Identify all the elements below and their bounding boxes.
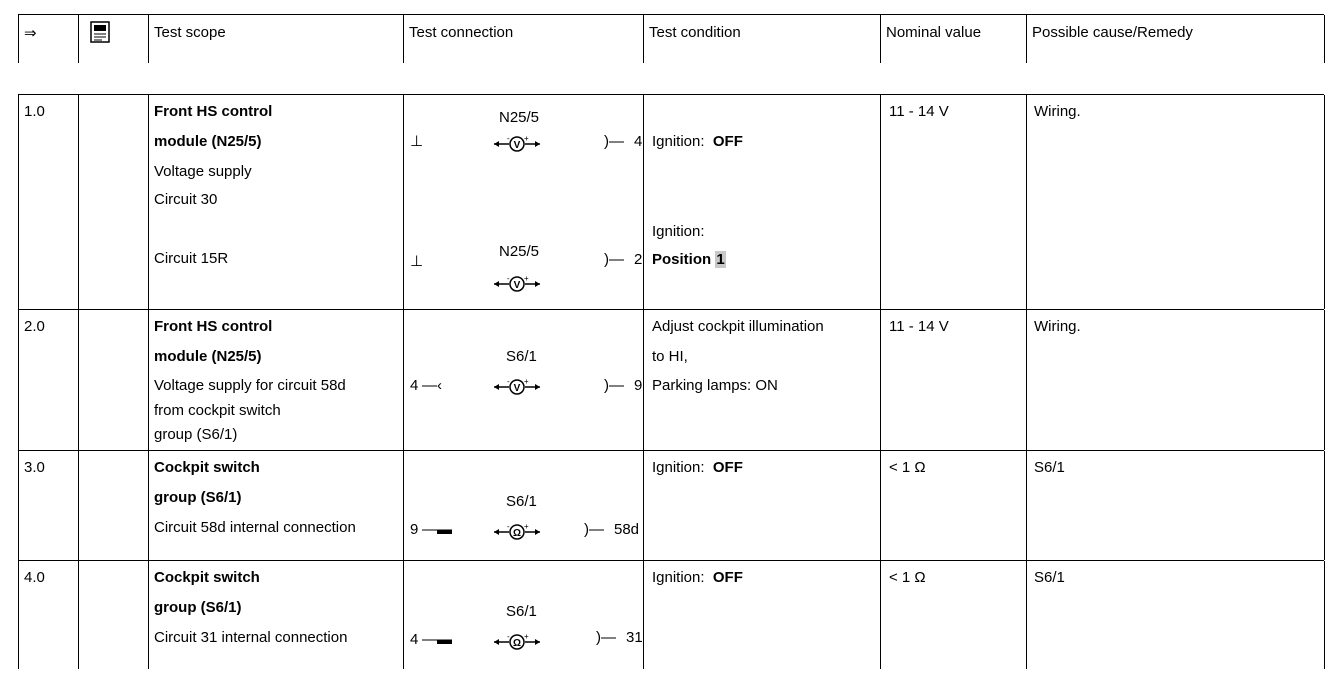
svg-text:-: - xyxy=(507,633,510,641)
component-label: N25/5 xyxy=(499,243,540,260)
component-label: S6/1 xyxy=(506,493,537,510)
table-row xyxy=(18,451,1324,561)
pin-number: 4 xyxy=(410,631,419,648)
svg-text:+: + xyxy=(524,378,529,386)
nominal-value-cell: < 1 Ω xyxy=(880,451,1027,560)
nominal-value-cell: 11 - 14 V xyxy=(880,310,1027,450)
header-nominal-value: Nominal value xyxy=(880,15,1027,63)
component-label: S6/1 xyxy=(506,603,537,620)
component-label: S6/1 xyxy=(506,348,537,365)
header-test-scope: Test scope xyxy=(148,15,404,63)
table-row xyxy=(18,561,1324,669)
step-number: 2.0 xyxy=(24,318,45,335)
test-condition-cell: Adjust cockpit illumination to HI, Parking lamps: ON xyxy=(643,310,881,450)
svg-text:-: - xyxy=(507,135,510,143)
connector-symbol: —▬ xyxy=(422,631,452,648)
remedy-cell: S6/1 xyxy=(1026,451,1325,560)
svg-text:-: - xyxy=(507,523,510,531)
step-number: 4.0 xyxy=(24,569,45,586)
svg-text:V: V xyxy=(513,140,521,151)
test-scope-cell: Front HS control module (N25/5) Voltage supply Circuit 30 Circuit 15R xyxy=(148,95,404,309)
svg-text:+: + xyxy=(524,633,529,641)
test-table xyxy=(18,94,1324,669)
table-row xyxy=(18,310,1324,451)
connector-symbol: )— xyxy=(604,133,624,150)
arrow-icon: ⇒ xyxy=(24,25,37,42)
svg-text:+: + xyxy=(524,135,529,143)
header-arrow-cell xyxy=(18,15,79,63)
test-scope-cell: Cockpit switch group (S6/1) Circuit 31 internal connection xyxy=(148,561,404,669)
voltmeter-icon xyxy=(494,275,540,293)
test-condition-cell: Ignition: OFF xyxy=(643,561,881,669)
svg-text:V: V xyxy=(513,383,521,394)
step-number: 3.0 xyxy=(24,459,45,476)
header-book-cell xyxy=(78,15,149,63)
nominal-value-cell: 11 - 14 V xyxy=(880,95,1027,309)
remedy-cell: Wiring. xyxy=(1026,95,1325,309)
connector-symbol: —▬ xyxy=(422,521,452,538)
connector-symbol: )— xyxy=(584,521,604,538)
component-label: N25/5 xyxy=(499,109,540,126)
ohmmeter-icon xyxy=(494,523,540,541)
pin-number: 58d xyxy=(614,521,640,538)
remedy-cell: S6/1 xyxy=(1026,561,1325,669)
svg-text:-: - xyxy=(507,378,510,386)
table-row xyxy=(18,95,1324,310)
connector-symbol: )— xyxy=(604,251,624,268)
header-test-condition: Test condition xyxy=(643,15,881,63)
connector-symbol: )— xyxy=(596,629,616,646)
voltmeter-icon xyxy=(494,378,540,396)
ohmmeter-icon xyxy=(494,633,540,651)
pin-number: 9 xyxy=(634,377,643,394)
voltmeter-icon xyxy=(494,135,540,153)
pin-number: 4 xyxy=(634,133,643,150)
test-condition-cell: Ignition: OFF Ignition: Position 1 xyxy=(643,95,881,309)
ground-symbol: ⊥ xyxy=(410,253,424,270)
svg-text:-: - xyxy=(507,275,510,283)
svg-text:+: + xyxy=(524,523,529,531)
pin-number: 31 xyxy=(626,629,643,646)
test-scope-cell: Cockpit switch group (S6/1) Circuit 58d internal connection xyxy=(148,451,404,560)
header-test-connection: Test connection xyxy=(403,15,644,63)
header-remedy: Possible cause/Remedy xyxy=(1026,15,1325,63)
test-connection-cell xyxy=(403,95,644,309)
test-condition-cell: Ignition: OFF xyxy=(643,451,881,560)
test-scope-cell: Front HS control module (N25/5) Voltage supply for circuit 58d from cockpit switch group (S6/1) xyxy=(148,310,404,450)
pin-number: 2 xyxy=(634,251,643,268)
pin-number: 4 xyxy=(410,377,419,394)
remedy-cell: Wiring. xyxy=(1026,310,1325,450)
step-number: 1.0 xyxy=(24,103,45,120)
connector-symbol: —‹ xyxy=(422,377,442,394)
test-connection-cell xyxy=(403,451,644,560)
table-header xyxy=(18,14,1324,63)
svg-text:V: V xyxy=(513,280,521,291)
connector-symbol: )— xyxy=(604,377,624,394)
manual-icon xyxy=(90,21,110,43)
svg-text:Ω: Ω xyxy=(512,638,522,649)
ground-symbol: ⊥ xyxy=(410,133,424,150)
svg-text:+: + xyxy=(524,275,529,283)
svg-text:Ω: Ω xyxy=(512,528,522,539)
pin-number: 9 xyxy=(410,521,419,538)
nominal-value-cell: < 1 Ω xyxy=(880,561,1027,669)
test-connection-cell xyxy=(403,561,644,669)
test-connection-cell xyxy=(403,310,644,450)
